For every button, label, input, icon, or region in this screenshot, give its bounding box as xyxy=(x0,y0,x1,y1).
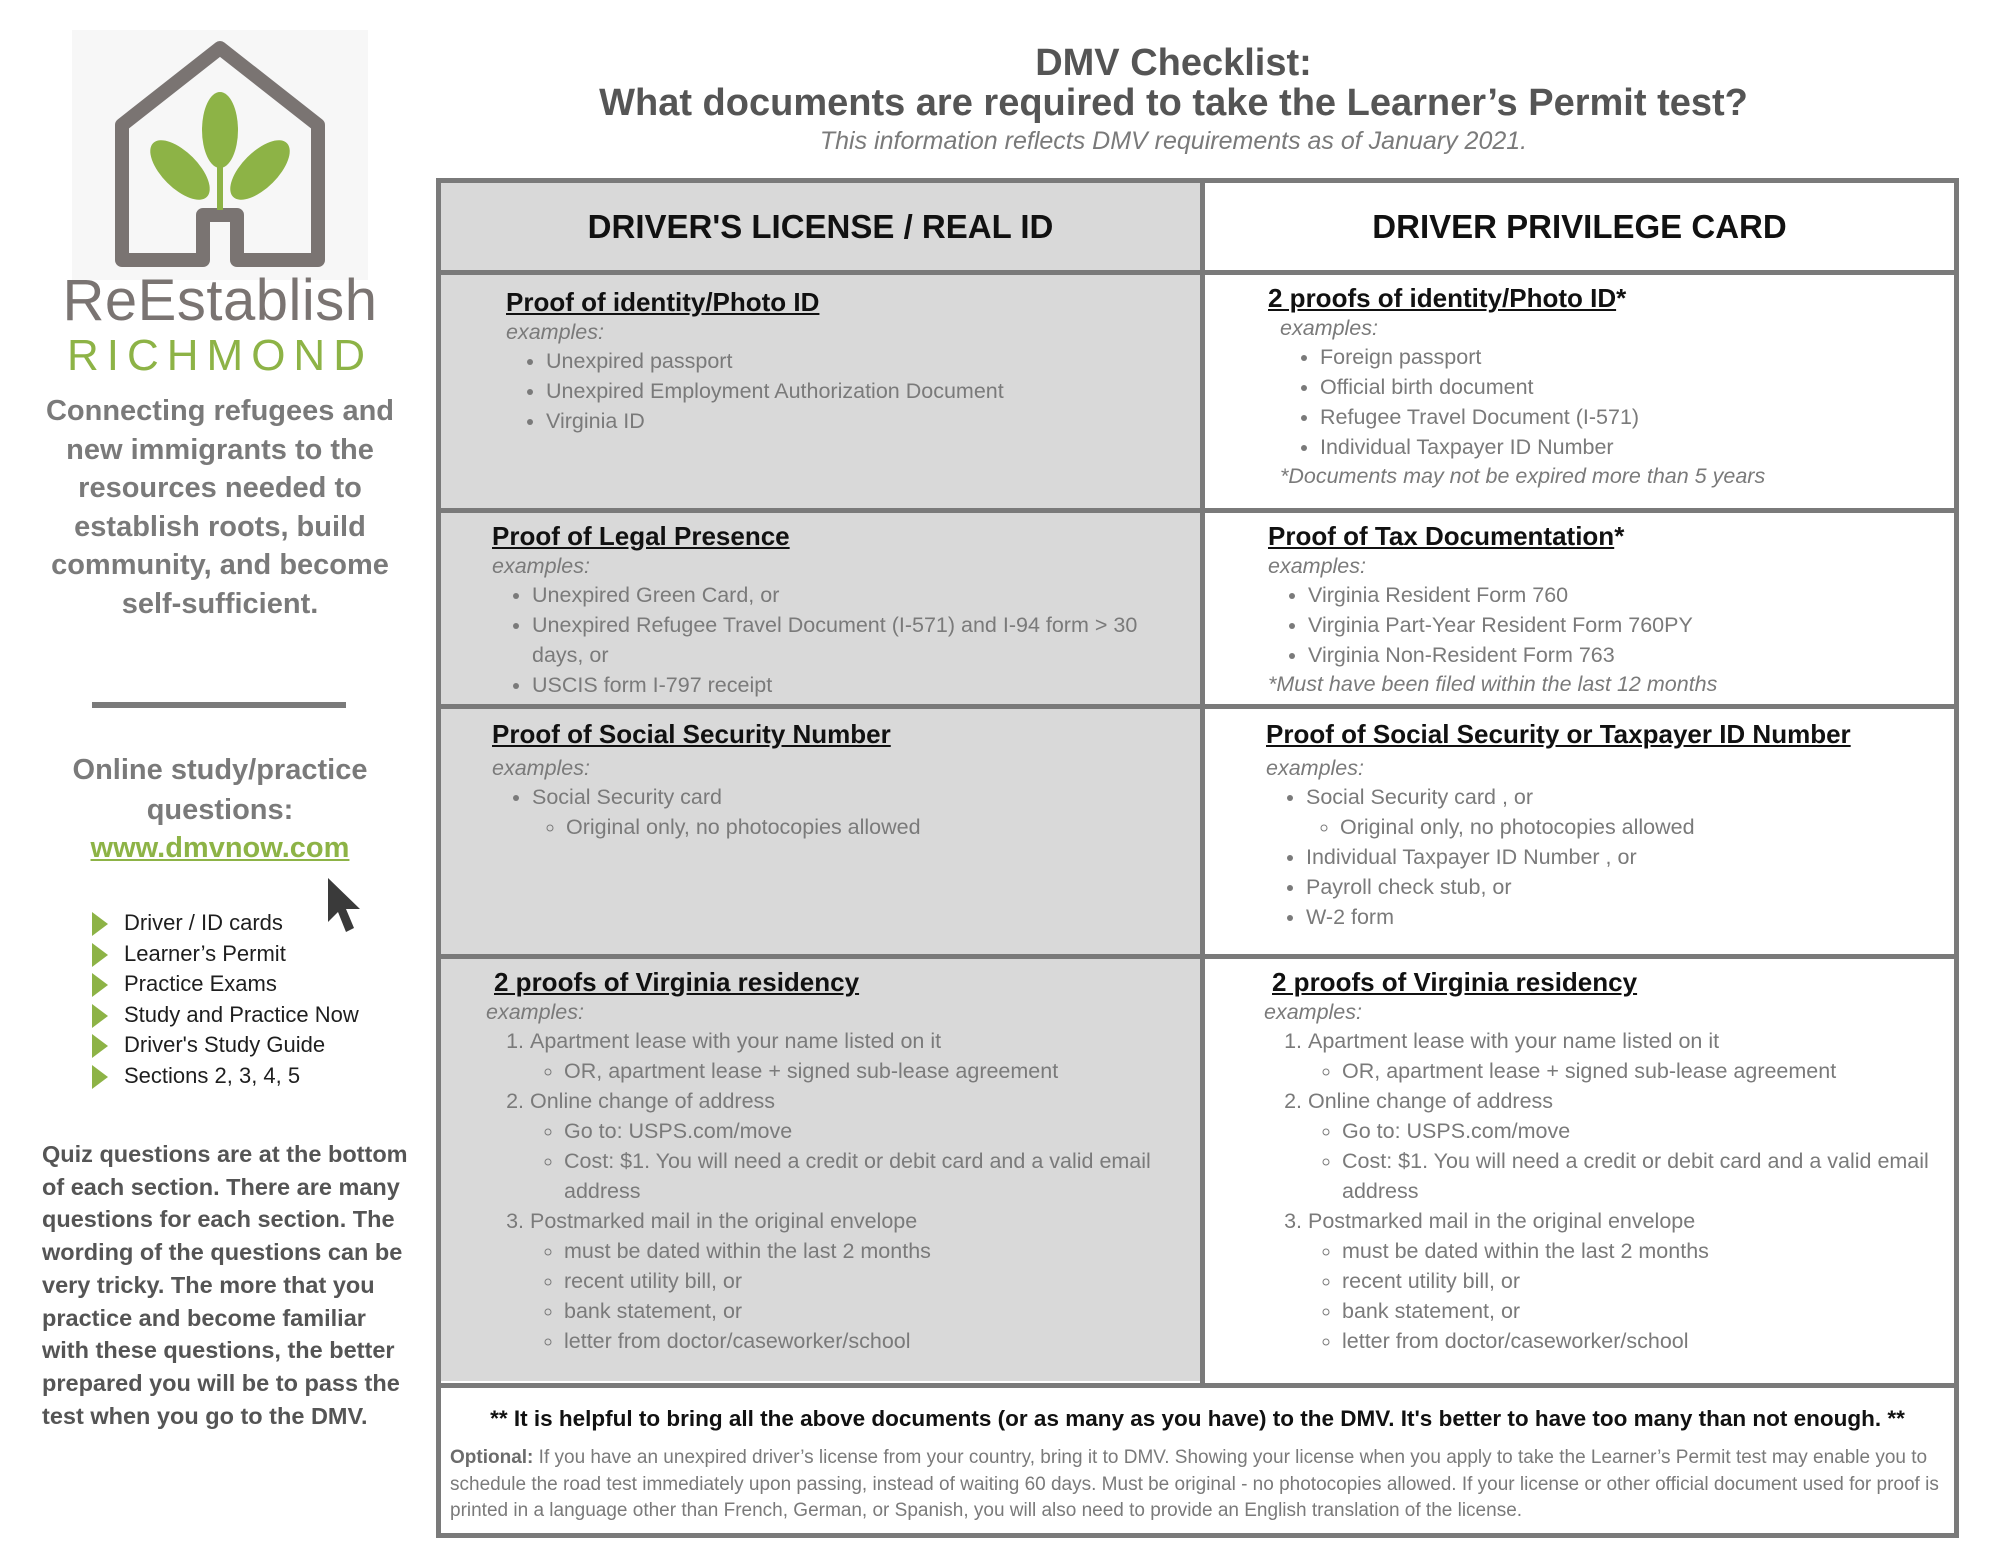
examples-label: examples: xyxy=(506,320,604,344)
column-header-privilege-card: DRIVER PRIVILEGE CARD xyxy=(1372,207,1787,245)
list-item: • Virginia ID xyxy=(546,406,1196,436)
quiz-note: Quiz questions are at the bottom of each section. There are many questions for each section. The wording of the questions can be very tricky. The more that you practice and become familiar with these questions, the better prepared you will be to pass the test when you go to the DMV. xyxy=(42,1141,408,1429)
document-list xyxy=(1268,342,1948,462)
section-title-row xyxy=(1268,520,1948,552)
list-item[interactable]: Driver's Study Guide xyxy=(92,1030,359,1061)
triangle-bullet-icon xyxy=(92,1004,108,1028)
triangle-bullet-icon xyxy=(92,943,108,967)
list-subitem: ◦ letter from doctor/caseworker/school xyxy=(564,1326,1192,1356)
identity-cell-right xyxy=(1268,282,1948,490)
list-item: • Virginia Part-Year Resident Form 760PY xyxy=(1308,610,1948,640)
list-item[interactable]: Driver / ID cards xyxy=(92,908,359,939)
row-divider xyxy=(436,270,1959,275)
list-item: • Foreign passport xyxy=(1320,342,1948,372)
document-list xyxy=(492,782,1192,842)
list-item: 3. Postmarked mail in the original envelope ◦ must be dated within the last 2 months ◦ recent utility bill, or ◦ bank statement, or ◦ letter from doctor/caseworker/school xyxy=(1308,1206,1950,1356)
document-list xyxy=(492,580,1192,700)
examples-label: examples: xyxy=(1268,554,1366,578)
section-title: Proof of Tax Documentation xyxy=(1268,521,1615,551)
section-title: Proof of identity/Photo ID xyxy=(506,287,820,317)
column-divider xyxy=(1200,178,1205,1383)
list-item: • W-2 form xyxy=(1306,902,1950,932)
checklist-table xyxy=(436,178,1959,1538)
row-divider xyxy=(436,704,1959,709)
footnote: *Documents may not be expired more than 5 years xyxy=(1280,464,1766,488)
examples-label: examples: xyxy=(492,756,590,780)
list-subitem: ◦ letter from doctor/caseworker/school xyxy=(1342,1326,1950,1356)
page-title: DMV Checklist: xyxy=(1035,42,1312,84)
list-subitem: ◦ Original only, no photocopies allowed xyxy=(566,812,1192,842)
tax-documentation-cell xyxy=(1268,520,1948,698)
section-title: 2 proofs of identity/Photo ID xyxy=(1268,283,1617,313)
document-list xyxy=(506,346,1196,436)
footnote-star: * xyxy=(1616,283,1627,313)
triangle-bullet-icon xyxy=(92,1065,108,1089)
section-title: 2 proofs of Virginia residency xyxy=(494,967,860,997)
divider xyxy=(92,702,346,708)
list-item[interactable]: Practice Exams xyxy=(92,969,359,1000)
section-title: 2 proofs of Virginia residency xyxy=(1272,967,1638,997)
brand-name-bottom: RICHMOND xyxy=(67,331,373,380)
list-item: • Individual Taxpayer ID Number , or xyxy=(1306,842,1950,872)
optional-note xyxy=(450,1445,1950,1525)
list-subitem: ◦ recent utility bill, or xyxy=(1342,1266,1950,1296)
residency-list xyxy=(486,1026,1192,1356)
footnote: *Must have been filed within the last 12 months xyxy=(1268,672,1718,696)
section-title: Proof of Social Security Number xyxy=(492,719,891,749)
page-title-question: What documents are required to take the Learner’s Permit test? xyxy=(599,82,1748,124)
section-title: Proof of Social Security or Taxpayer ID Number xyxy=(1266,719,1851,749)
optional-label: Optional: xyxy=(450,1447,534,1468)
triangle-bullet-icon xyxy=(92,912,108,936)
list-item: • Virginia Non-Resident Form 763 xyxy=(1308,640,1948,670)
list-subitem: ◦ Original only, no photocopies allowed xyxy=(1340,812,1950,842)
list-subitem: ◦ Cost: $1. You will need a credit or debit card and a valid email address xyxy=(564,1146,1192,1206)
triangle-bullet-icon xyxy=(92,973,108,997)
bring-documents-note: ** It is helpful to bring all the above documents (or as many as you have) to the DMV. It's better to have too many than not enough. ** xyxy=(490,1406,1905,1431)
list-item[interactable]: Study and Practice Now xyxy=(92,1000,359,1031)
document-list xyxy=(1266,782,1950,932)
list-item: 1. Apartment lease with your name listed on it ◦ OR, apartment lease + signed sub-lease agreement xyxy=(1308,1026,1950,1086)
footnote-star: * xyxy=(1614,521,1625,551)
tagline: Connecting refugees and new immigrants to the resources needed to establish roots, build community, and become self-sufficient. xyxy=(45,395,395,620)
residency-cell-left xyxy=(486,966,1192,1356)
examples-label: examples: xyxy=(1266,756,1364,780)
residency-list xyxy=(1264,1026,1950,1356)
list-item: 3. Postmarked mail in the original envelope ◦ must be dated within the last 2 months ◦ recent utility bill, or ◦ bank statement, or ◦ letter from doctor/caseworker/school xyxy=(530,1206,1192,1356)
list-item[interactable]: Learner’s Permit xyxy=(92,939,359,970)
examples-label: examples: xyxy=(486,1000,584,1024)
list-item: 2. Online change of address ◦ Go to: USPS.com/move ◦ Cost: $1. You will need a credit or debit card and a valid email address xyxy=(1308,1086,1950,1206)
list-item[interactable]: Sections 2, 3, 4, 5 xyxy=(92,1061,359,1092)
residency-cell-right xyxy=(1264,966,1950,1356)
examples-label: examples: xyxy=(1264,1000,1362,1024)
identity-cell-left xyxy=(506,286,1196,436)
row-divider xyxy=(436,1383,1959,1388)
brand-name-top: ReEstablish xyxy=(62,268,378,333)
study-topics-list xyxy=(92,908,359,1091)
list-item: • Social Security card , or ◦ Original only, no photocopies allowed xyxy=(1306,782,1950,842)
list-subitem: ◦ bank statement, or xyxy=(1342,1296,1950,1326)
list-subitem: ◦ OR, apartment lease + signed sub-lease agreement xyxy=(564,1056,1192,1086)
list-item: • Unexpired Green Card, or xyxy=(532,580,1192,610)
document-list xyxy=(1268,580,1948,670)
list-item: • Official birth document xyxy=(1320,372,1948,402)
list-item: • Virginia Resident Form 760 xyxy=(1308,580,1948,610)
house-sprout-icon xyxy=(72,30,368,280)
list-subitem: ◦ Go to: USPS.com/move xyxy=(564,1116,1192,1146)
list-item: • Unexpired passport xyxy=(546,346,1196,376)
list-item: 2. Online change of address ◦ Go to: USPS.com/move ◦ Cost: $1. You will need a credit or debit card and a valid email address xyxy=(530,1086,1192,1206)
legal-presence-cell xyxy=(492,520,1192,700)
list-subitem: ◦ bank statement, or xyxy=(564,1296,1192,1326)
section-title-row xyxy=(1268,282,1948,314)
list-item: • Social Security card ◦ Original only, no photocopies allowed xyxy=(532,782,1192,842)
row-divider xyxy=(436,954,1959,959)
list-item: • Refugee Travel Document (I-571) xyxy=(1320,402,1948,432)
column-header-drivers-license: DRIVER'S LICENSE / REAL ID xyxy=(587,207,1054,245)
triangle-bullet-icon xyxy=(92,1034,108,1058)
optional-text: If you have an unexpired driver’s license from your country, bring it to DMV. Showing your license when you apply to take the Learner’s Permit test may enable you to schedule the road test immediately upon passing, instead of waiting 60 days. Must be original - no photocopies allowed. If your license or other official document used for proof is printed in a language other than French, German, or Spanish, you will also need to provide an English translation of the license. xyxy=(450,1447,1939,1521)
list-subitem: ◦ must be dated within the last 2 months xyxy=(564,1236,1192,1266)
ssn-cell-right xyxy=(1266,718,1950,932)
study-heading: Online study/practice questions: xyxy=(72,754,368,826)
dmv-link[interactable]: www.dmvnow.com xyxy=(90,832,350,864)
list-item: • Unexpired Employment Authorization Document xyxy=(546,376,1196,406)
list-subitem: ◦ Go to: USPS.com/move xyxy=(1342,1116,1950,1146)
section-title: Proof of Legal Presence xyxy=(492,521,790,551)
list-item: • USCIS form I-797 receipt xyxy=(532,670,1192,700)
ssn-cell-left xyxy=(492,718,1192,842)
list-item: • Individual Taxpayer ID Number xyxy=(1320,432,1948,462)
page-subtitle: This information reflects DMV requirements as of January 2021. xyxy=(819,127,1528,155)
list-item: • Unexpired Refugee Travel Document (I-571) and I-94 form > 30 days, or xyxy=(532,610,1192,670)
list-item: • Payroll check stub, or xyxy=(1306,872,1950,902)
list-subitem: ◦ Cost: $1. You will need a credit or debit card and a valid email address xyxy=(1342,1146,1950,1206)
examples-label: examples: xyxy=(1280,316,1378,340)
row-divider xyxy=(436,508,1959,513)
list-subitem: ◦ must be dated within the last 2 months xyxy=(1342,1236,1950,1266)
list-item: 1. Apartment lease with your name listed on it ◦ OR, apartment lease + signed sub-lease agreement xyxy=(530,1026,1192,1086)
list-subitem: ◦ recent utility bill, or xyxy=(564,1266,1192,1296)
list-subitem: ◦ OR, apartment lease + signed sub-lease agreement xyxy=(1342,1056,1950,1086)
examples-label: examples: xyxy=(492,554,590,578)
brand-wordmark xyxy=(40,270,400,380)
